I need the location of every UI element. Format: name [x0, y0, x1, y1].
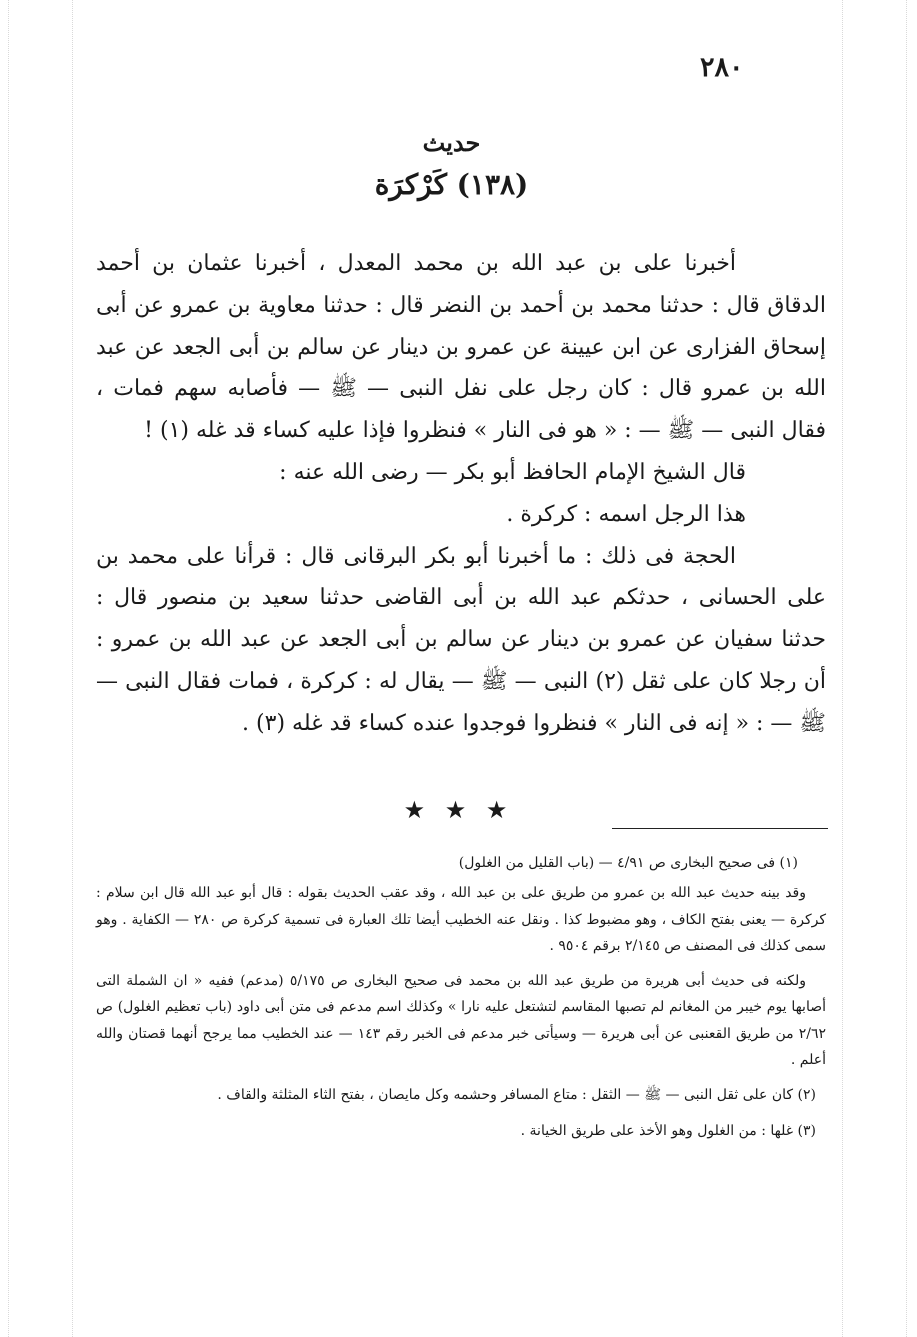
hadith-title: (١٣٨) كَرْكرَة [374, 168, 529, 201]
body-paragraph: قال الشيخ الإمام الحافظ أبو بكر — رضى الله عنه : [279, 459, 746, 485]
footnote: (١) فى صحيح البخارى ص ٤/٩١ — (باب القليل من الغلول) [458, 855, 798, 871]
main-body [96, 243, 826, 745]
section-title: حديث [422, 128, 481, 157]
footnotes [96, 850, 826, 1144]
body-paragraph: أخبرنا على بن عبد الله بن محمد المعدل ، أخبرنا عثمان بن أحمد الدقاق قال : حدثنا محمد بن أحمد بن النضر قال : حدثنا معاوية بن عمرو عن أبى إسحاق الفزارى عن ابن عيينة عن عمرو بن دينار عن سالم بن أبى الجعد عن عبد الله بن عمرو قال : كان رجل على نفل النبى — ﷺ — فأصابه سهم فمات ، فقال النبى — ﷺ — : « هو فى النار » فنظروا فإذا عليه كساء قد غله (١) ! [96, 251, 826, 444]
page-number: ٢٨٠ [700, 52, 744, 83]
footnote: (٣) غلها : من الغلول وهو الأخذ على طريق الخيانة . [520, 1122, 816, 1139]
footnote-rule [612, 828, 828, 829]
body-paragraph: هذا الرجل اسمه : كركرة . [506, 501, 746, 527]
footnote: ولكنه فى حديث أبى هريرة من طريق عبد الله بن محمد فى صحيح البخارى ص ٥/١٧٥ (مدعم) ففيه « ان الشملة التى أصابها يوم خيبر من المغانم لم تصبها المقاسم لتشتعل عليه نارا » وكذلك اسم مدعم فى متن أبى داود (باب تعظيم الغلول) ص ٢/٦٢ من طريق القعنبى عن أبى هريرة — وسيأتى خبر مدعم فى الخبر رقم ١٤٣ — عند الخطيب مما يرجح أنهما قصتان والله أعلم . [96, 973, 827, 1069]
footnote: (٢) كان على ثقل النبى — ﷺ — الثقل : متاع المسافر وحشمه وكل مايصان ، بفتح الثاء المثلثة والقاف . [217, 1087, 816, 1104]
footnote: وقد بينه حديث عبد الله بن عمرو من طريق على بن عبد الله ، وقد عقب الحديث بقوله : قال أبو عبد الله قال ابن سلام : كركرة — يعنى بفتح الكاف ، وهو مضبوط كذا . ونقل عنه الخطيب أيضا تلك العبارة فى تسمية كركرة ص ٢٨٠ — الكفاية . وهو سمى كذلك فى المصنف ص ٢/١٤٥ برقم ٩٥٠٤ . [96, 885, 827, 954]
body-paragraph: الحجة فى ذلك : ما أخبرنا أبو بكر البرقانى قال : قرأنا على محمد بن على الحسانى ، حدثكم عبد الله بن أبى القاضى حدثنا سعيد بن منصور قال : حدثنا سفيان عن عمرو بن دينار عن سالم بن أبى الجعد عن عبد الله بن عمرو : أن رجلا كان على ثقل (٢) النبى — ﷺ — يقال له : كركرة ، فمات فقال النبى — ﷺ — : « إنه فى النار » فنظروا فوجدوا عنده كساء قد غله (٣) . [96, 543, 826, 736]
section-separator: ★ ★ ★ [403, 796, 514, 824]
